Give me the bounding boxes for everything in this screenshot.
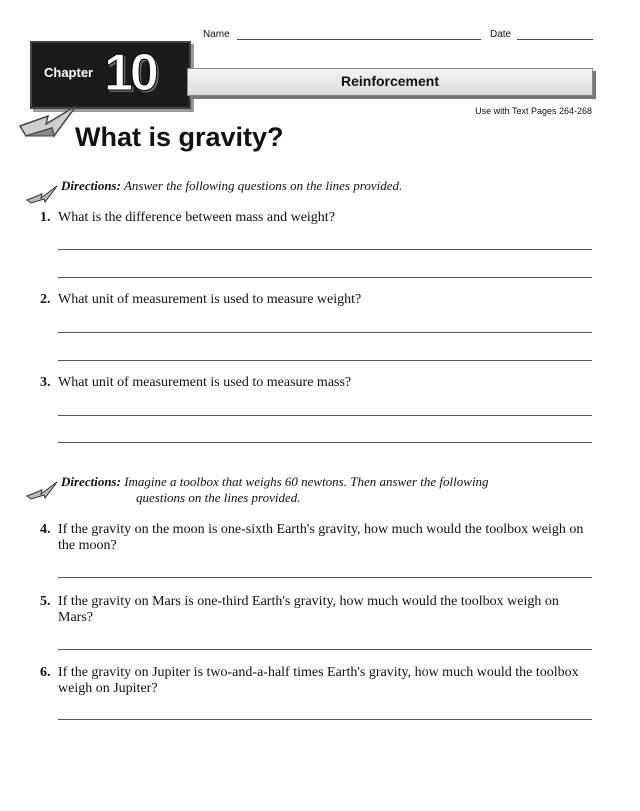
text-pages-note: Use with Text Pages 264-268 bbox=[475, 106, 592, 116]
answer-line[interactable] bbox=[58, 249, 592, 250]
chapter-word: Chapter bbox=[44, 65, 94, 80]
banner-label: Reinforcement bbox=[340, 73, 440, 89]
question-2 bbox=[40, 292, 596, 308]
answer-line[interactable] bbox=[58, 577, 592, 578]
answer-line[interactable] bbox=[58, 277, 592, 278]
question-text: What unit of measurement is used to measure weight? bbox=[58, 292, 362, 307]
question-number: 3. bbox=[40, 375, 51, 390]
directions-2 bbox=[61, 474, 489, 506]
arrow-pointer-icon bbox=[18, 92, 78, 138]
directions-text-continued: questions on the lines provided. bbox=[136, 490, 301, 505]
question-number: 6. bbox=[40, 665, 51, 680]
question-text: If the gravity on Mars is one-third Earth's gravity, how much would the toolbox weigh on Mars? bbox=[58, 594, 559, 625]
directions-label: Directions: bbox=[61, 178, 121, 193]
question-3 bbox=[40, 375, 596, 391]
directions-text: Answer the following questions on the lines provided. bbox=[123, 178, 403, 193]
answer-line[interactable] bbox=[58, 360, 592, 361]
directions-text: Imagine a toolbox that weighs 60 newtons. Then answer the following bbox=[124, 474, 489, 489]
question-number: 5. bbox=[40, 594, 51, 609]
name-label: Name bbox=[203, 29, 230, 40]
answer-line[interactable] bbox=[58, 442, 592, 443]
question-number: 4. bbox=[40, 522, 51, 537]
directions-1 bbox=[61, 178, 402, 194]
question-6 bbox=[40, 665, 596, 697]
chapter-number: 10 bbox=[104, 44, 156, 102]
directions-label: Directions: bbox=[61, 474, 121, 489]
reinforcement-banner bbox=[187, 68, 593, 96]
name-field[interactable] bbox=[237, 39, 481, 40]
question-5 bbox=[40, 594, 596, 626]
question-4 bbox=[40, 522, 596, 554]
name-date-row bbox=[203, 29, 593, 43]
question-number: 1. bbox=[40, 210, 51, 225]
date-label: Date bbox=[490, 29, 512, 40]
answer-line[interactable] bbox=[58, 332, 592, 333]
answer-line[interactable] bbox=[58, 719, 592, 720]
answer-line[interactable] bbox=[58, 415, 592, 416]
page-title: What is gravity? bbox=[75, 122, 284, 152]
question-number: 2. bbox=[40, 292, 51, 307]
answer-line[interactable] bbox=[58, 649, 592, 650]
directions-arrow-icon bbox=[26, 478, 58, 500]
question-text: If the gravity on the moon is one-sixth Earth's gravity, how much would the toolbox weigh on the moon? bbox=[58, 522, 584, 553]
question-text: What is the difference between mass and weight? bbox=[58, 210, 335, 225]
date-field[interactable] bbox=[517, 39, 593, 40]
question-text: If the gravity on Jupiter is two-and-a-half times Earth's gravity, how much would the toolbox weigh on Jupiter? bbox=[58, 665, 579, 696]
directions-arrow-icon bbox=[26, 182, 58, 204]
question-text: What unit of measurement is used to measure mass? bbox=[58, 375, 352, 390]
question-1 bbox=[40, 210, 596, 226]
